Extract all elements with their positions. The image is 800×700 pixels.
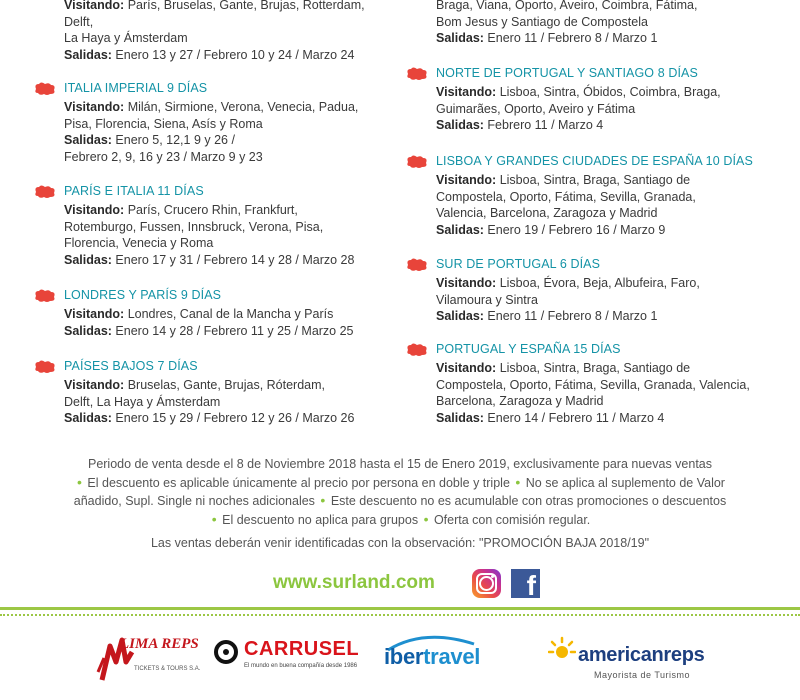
tour-visiting-cont: Braga, Viana, Oporto, Aveiro, Coimbra, Fátima,	[436, 0, 698, 12]
tour-visiting: Lisboa, Sintra, Braga, Santiago de	[499, 173, 691, 187]
website-link[interactable]: www.surland.com	[273, 572, 435, 593]
visiting-label: Visitando:	[436, 85, 497, 99]
departures-label: Salidas:	[64, 252, 112, 267]
sun-icon	[548, 636, 576, 664]
divider	[0, 614, 800, 616]
visiting-label: Visitando:	[64, 100, 125, 114]
departures-label: Salidas:	[436, 309, 484, 323]
tour-visiting: Lisboa, Évora, Beja, Albufeira, Faro,	[499, 276, 700, 290]
tour-title: LONDRES Y PARÍS 9 DÍAS	[64, 288, 222, 302]
americanreps-logo: americanreps Mayorista de Turismo	[548, 636, 718, 680]
tour-visiting: Lisboa, Sintra, Óbidos, Coimbra, Braga,	[499, 85, 721, 99]
tour-visiting-cont: Barcelona, Zaragoza y Madrid	[436, 394, 604, 408]
visiting-label: Visitando:	[436, 361, 497, 375]
tour-visiting-cont: Compostela, Oporto, Fátima, Sevilla, Granada, Valencia,	[436, 377, 750, 392]
lima-reps-logo: LIMA REPS TICKETS & TOURS S.A.	[96, 632, 188, 684]
tour-visiting-cont: Compostela, Oporto, Fátima, Sevilla, Granada,	[436, 189, 696, 204]
tour-visiting: París, Crucero Rhin, Frankfurt,	[127, 203, 298, 217]
tour-title: LISBOA Y GRANDES CIUDADES DE ESPAÑA 10 DÍAS	[436, 154, 753, 168]
flag-icon	[34, 360, 56, 374]
tour-departures: Enero 13 y 27 / Febrero 10 y 24 / Marzo 24	[115, 47, 355, 62]
terms-line: • El descuento no aplica para grupos • Oferta con comisión regular.	[211, 510, 591, 527]
ibertravel-logo: ibertravel	[384, 636, 510, 676]
tour-departures: Enero 11 / Febrero 8 / Marzo 1	[487, 31, 658, 45]
tour-visiting-cont: Bom Jesus y Santiago de Compostela	[436, 14, 648, 29]
tour-visiting-cont: Florencia, Venecia y Roma	[64, 236, 214, 250]
tour-card	[34, 359, 384, 427]
tour-title: SUR DE PORTUGAL 6 DÍAS	[436, 257, 601, 271]
bullet-icon: •	[423, 510, 429, 527]
tour-title: PORTUGAL Y ESPAÑA 15 DÍAS	[436, 342, 621, 356]
tour-departures: Enero 5, 12,1 9 y 26 /	[115, 133, 235, 147]
flag-icon	[34, 185, 56, 199]
tour-title: NORTE DE PORTUGAL Y SANTIAGO 8 DÍAS	[436, 66, 698, 80]
tour-visiting-cont: Pisa, Florencia, Siena, Asís y Roma	[64, 116, 263, 131]
tour-card	[34, 288, 384, 339]
terms-line: añadido, Supl. Single ni noches adicionales • Este descuento no es acumulable con otras promociones o descuentos	[73, 492, 727, 508]
facebook-icon[interactable]: f	[511, 569, 540, 598]
flag-icon	[406, 258, 428, 272]
visiting-label: Visitando:	[436, 173, 497, 187]
visiting-label: Visitando:	[436, 276, 497, 290]
tour-visiting-cont: Valencia, Barcelona, Zaragoza y Madrid	[436, 206, 658, 220]
terms-line: Periodo de venta desde el 8 de Noviembre 2018 hasta el 15 de Enero 2019, exclusivamente para nuevas ventas	[87, 457, 713, 471]
flag-icon	[406, 67, 428, 81]
tour-departures: Febrero 11 / Marzo 4	[487, 118, 604, 132]
instagram-icon[interactable]	[472, 569, 501, 598]
tour-visiting-cont: Delft, La Haya y Ámsterdam	[64, 394, 221, 409]
tour-title: PAÍSES BAJOS 7 DÍAS	[64, 359, 198, 373]
tour-title: PARÍS E ITALIA 11 DÍAS	[64, 184, 204, 198]
tour-card	[34, 184, 384, 268]
bullet-icon: •	[515, 473, 521, 490]
carrusel-circle-icon	[214, 640, 238, 664]
terms-line: • El descuento es aplicable únicamente al precio por persona en doble y triple • No se aplica al suplemento de Valor	[77, 473, 725, 490]
tour-visiting: París, Bruselas, Gante, Brujas, Rotterdam,	[127, 0, 365, 12]
tour-departures: Enero 14 / Febrero 11 / Marzo 4	[487, 410, 665, 425]
tour-visiting-cont: La Haya y Ámsterdam	[64, 31, 188, 45]
visiting-label: Visitando:	[64, 203, 125, 217]
tour-card	[34, 0, 384, 63]
tour-departures-cont: Febrero 2, 9, 16 y 23 / Marzo 9 y 23	[64, 149, 263, 164]
tour-departures: Enero 14 y 28 / Febrero 11 y 25 / Marzo 25	[115, 323, 354, 338]
tour-card	[406, 257, 800, 325]
departures-label: Salidas:	[64, 411, 112, 425]
tour-departures: Enero 17 y 31 / Febrero 14 y 28 / Marzo 28	[115, 252, 355, 267]
tour-visiting-cont: Rotemburgo, Fussen, Innsbruck, Verona, Pisa,	[64, 219, 324, 234]
departures-label: Salidas:	[436, 118, 484, 132]
tour-visiting-cont: Vilamoura y Sintra	[436, 292, 538, 307]
tour-card	[406, 66, 800, 134]
tour-visiting: Bruselas, Gante, Brujas, Róterdam,	[127, 378, 325, 392]
visiting-label: Visitando:	[64, 378, 125, 392]
carrusel-logo: CARRUSEL El mundo en buena compañía desde 1986	[214, 638, 354, 678]
departures-label: Salidas:	[436, 31, 484, 45]
tour-departures: Enero 15 y 29 / Febrero 12 y 26 / Marzo 26	[115, 411, 355, 425]
tour-departures: Enero 19 / Febrero 16 / Marzo 9	[487, 222, 666, 237]
bullet-icon: •	[320, 492, 326, 508]
tour-card	[406, 154, 800, 238]
departures-label: Salidas:	[64, 323, 112, 338]
tour-visiting: Milán, Sirmione, Verona, Venecia, Padua,	[127, 100, 359, 114]
terms-conditions	[0, 456, 800, 529]
tour-departures: Enero 11 / Febrero 8 / Marzo 1	[487, 309, 658, 323]
departures-label: Salidas:	[436, 222, 484, 237]
tour-card	[34, 81, 384, 165]
bullet-icon: •	[77, 473, 82, 490]
tour-visiting: Londres, Canal de la Mancha y París	[127, 307, 334, 321]
departures-label: Salidas:	[64, 133, 112, 147]
flag-icon	[406, 343, 428, 357]
tour-card	[406, 0, 800, 47]
divider	[0, 607, 800, 610]
flag-icon	[34, 82, 56, 96]
tour-visiting-cont: Guimarães, Oporto, Aveiro y Fátima	[436, 101, 636, 116]
bullet-icon: •	[211, 510, 217, 527]
flag-icon	[34, 289, 56, 303]
tour-visiting: Lisboa, Sintra, Braga, Santiago de	[499, 361, 691, 375]
tour-card	[406, 342, 800, 426]
visiting-label: Visitando:	[64, 0, 125, 12]
flag-icon	[406, 155, 428, 169]
tour-title: ITALIA IMPERIAL 9 DÍAS	[64, 81, 208, 95]
visiting-label: Visitando:	[64, 307, 125, 321]
promo-note: Las ventas deberán venir identificadas con la observación: "PROMOCIÓN BAJA 2018/19"	[150, 536, 650, 550]
tour-visiting-cont: Delft,	[64, 14, 94, 29]
departures-label: Salidas:	[64, 47, 112, 62]
departures-label: Salidas:	[436, 410, 484, 425]
